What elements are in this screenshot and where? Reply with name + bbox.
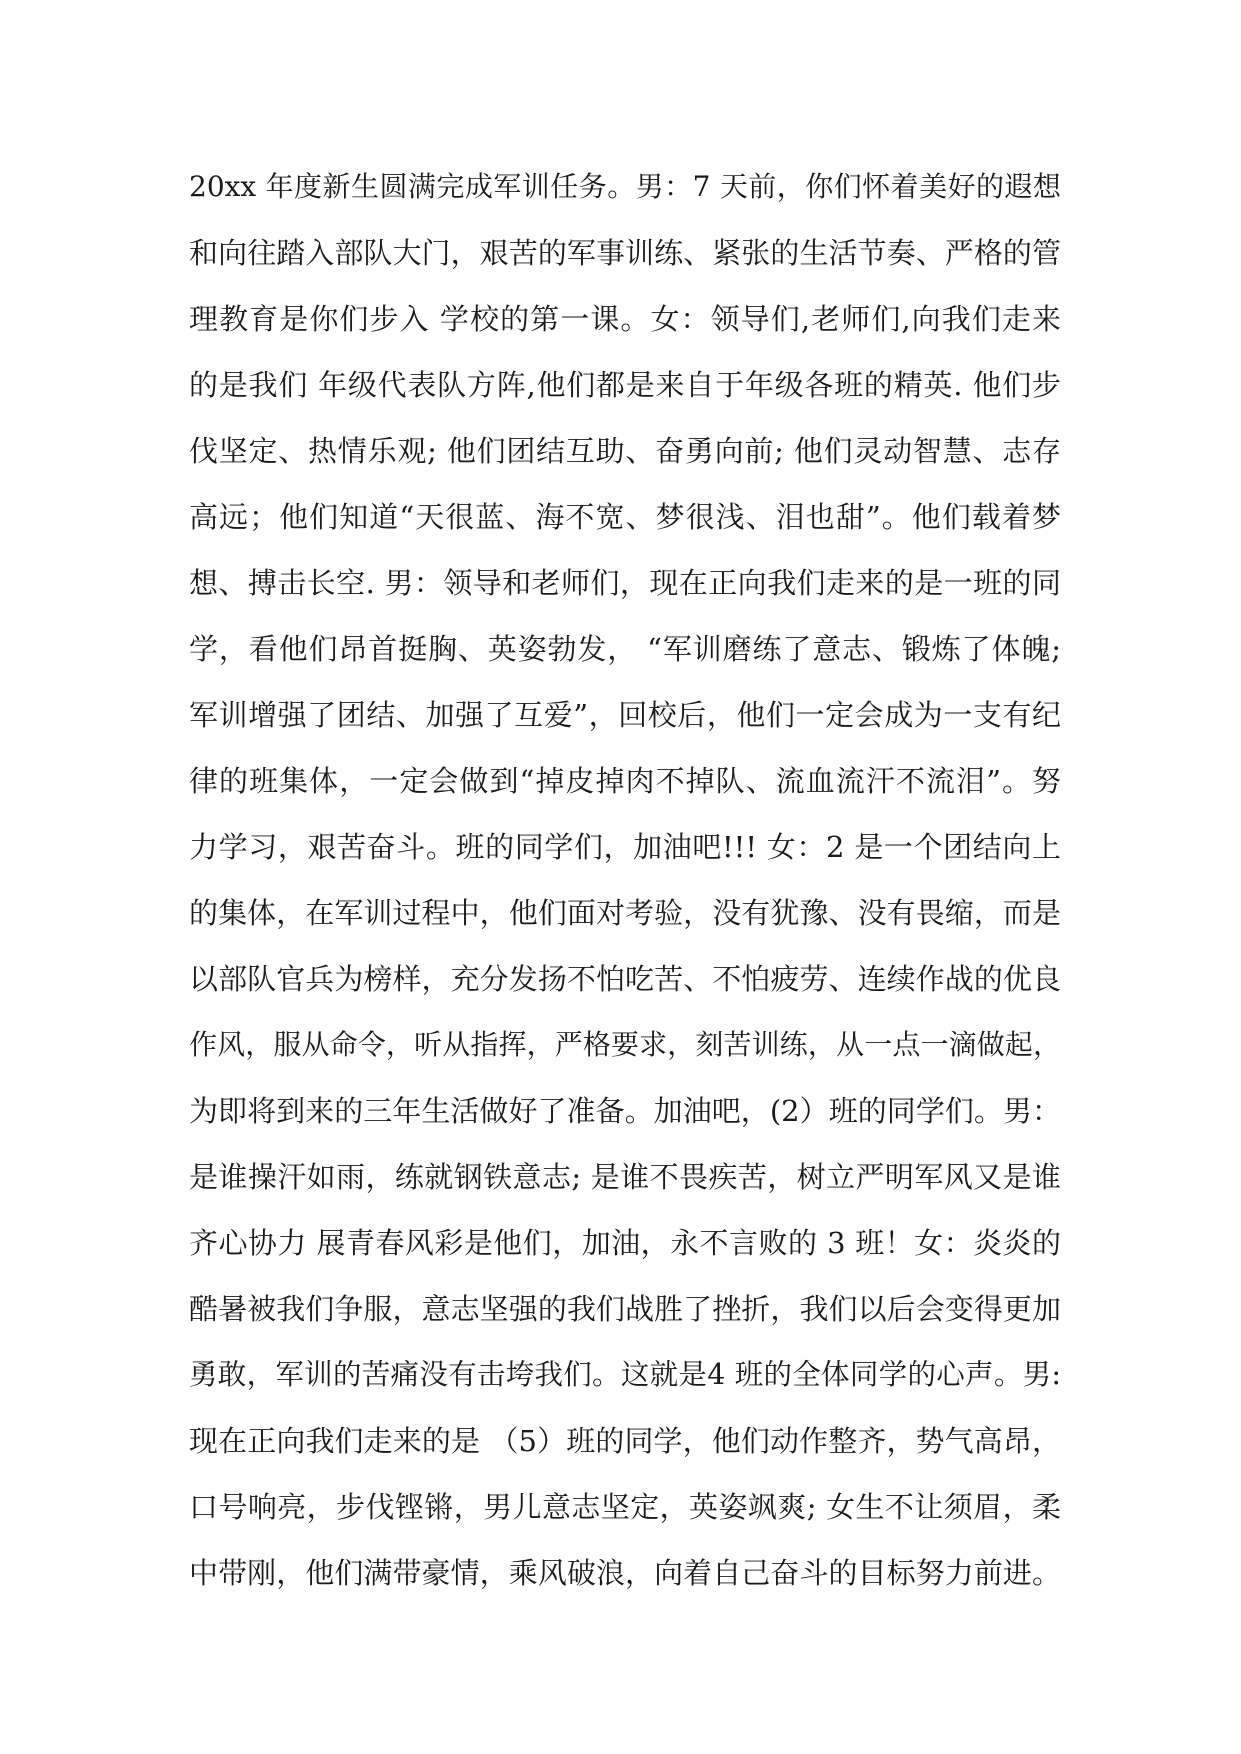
text-line-13: 以部队官兵为榜样，充分发扬不怕吃苦、不怕疲劳、连续作战的优良 bbox=[189, 962, 1061, 996]
text-line-8: 学，看他们昂首挺胸、英姿勃发， “军训磨练了意志、锻炼了体魄; bbox=[189, 632, 1061, 666]
text-line-16: 是谁操汗如雨，练就钢铁意志; 是谁不畏疾苦，树立严明军风又是谁 bbox=[189, 1160, 1061, 1194]
text-line-15: 为即将到来的三年生活做好了准备。加油吧，(2）班的同学们。男： bbox=[189, 1094, 1061, 1128]
text-line-6: 高远；他们知道“天很蓝、海不宽、梦很浅、泪也甜”。他们载着梦 bbox=[189, 500, 1061, 534]
text-line-21: 口号响亮，步伐铿锵，男儿意志坚定，英姿飒爽; 女生不让须眉，柔 bbox=[189, 1490, 1061, 1524]
text-line-18: 酷暑被我们争服，意志坚强的我们战胜了挫折，我们以后会变得更加 bbox=[189, 1292, 1061, 1326]
text-line-3: 理教育是你们步入 学校的第一课。女：领导们,老师们,向我们走来 bbox=[189, 302, 1061, 336]
text-line-12: 的集体，在军训过程中，他们面对考验，没有犹豫、没有畏缩，而是 bbox=[189, 896, 1061, 930]
text-line-9: 军训增强了团结、加强了互爱”，回校后，他们一定会成为一支有纪 bbox=[189, 698, 1061, 732]
text-line-19: 勇敢，军训的苦痛没有击垮我们。这就是4 班的全体同学的心声。男: bbox=[189, 1358, 1061, 1391]
text-line-10: 律的班集体，一定会做到“掉皮掉肉不掉队、流血流汗不流泪”。努 bbox=[189, 764, 1061, 798]
text-line-2: 和向往踏入部队大门，艰苦的军事训练、紧张的生活节奏、严格的管 bbox=[189, 236, 1061, 270]
text-line-5: 伐坚定、热情乐观; 他们团结互助、奋勇向前; 他们灵动智慧、志存 bbox=[189, 434, 1061, 468]
text-line-20: 现在正向我们走来的是 （5）班的同学，他们动作整齐，势气高昂， bbox=[189, 1424, 1061, 1458]
text-line-7: 想、搏击长空. 男：领导和老师们，现在正向我们走来的是一班的同 bbox=[189, 566, 1061, 600]
body-paragraph bbox=[189, 154, 1061, 1606]
text-line-22: 中带刚，他们满带豪情，乘风破浪，向着自己奋斗的目标努力前进。 bbox=[189, 1556, 1061, 1590]
text-line-1: 20xx 年度新生圆满完成军训任务。男：7 天前，你们怀着美好的遐想 bbox=[189, 170, 1061, 203]
text-line-14: 作风，服从命令，听从指挥，严格要求，刻苦训练，从一点一滴做起， bbox=[189, 1028, 1061, 1061]
text-line-11: 力学习，艰苦奋斗。班的同学们，加油吧!!! 女：2 是一个团结向上 bbox=[189, 830, 1061, 864]
text-line-4: 的是我们 年级代表队方阵,他们都是来自于年级各班的精英. 他们步 bbox=[189, 368, 1061, 402]
text-line-17: 齐心协力 展青春风彩是他们，加油，永不言败的 3 班！女：炎炎的 bbox=[189, 1226, 1061, 1260]
